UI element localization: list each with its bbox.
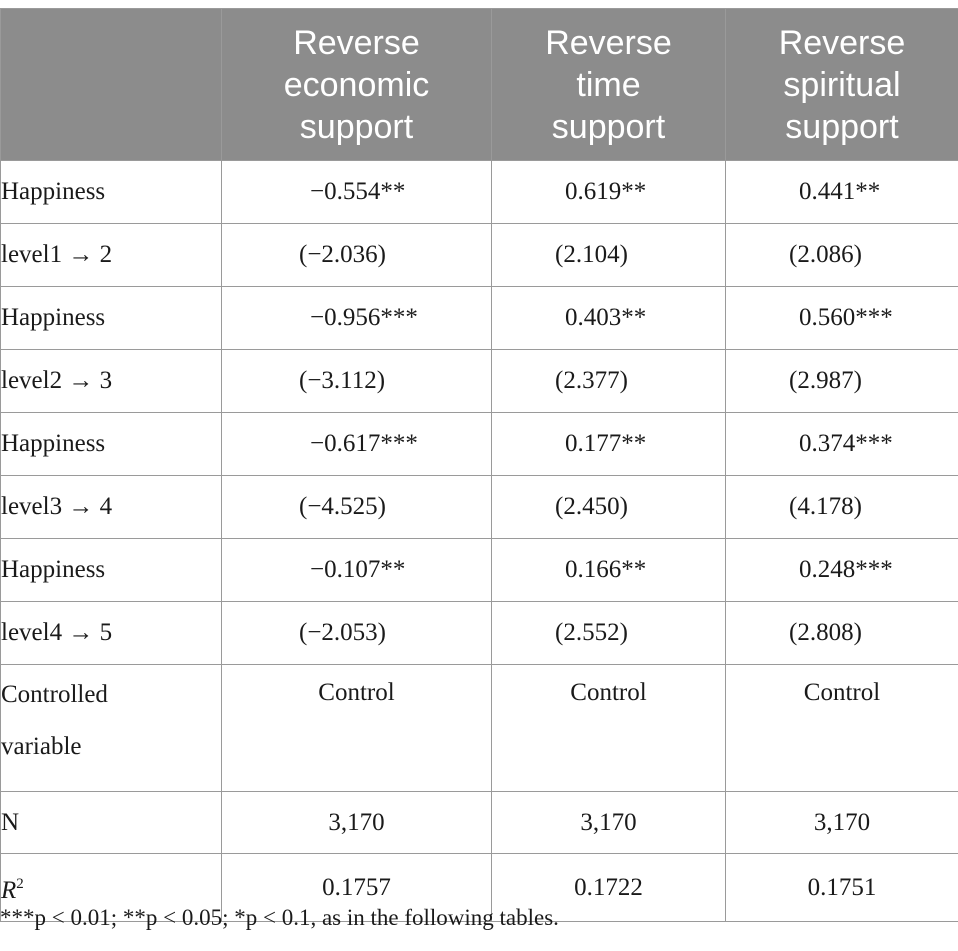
header-economic-support: Reverse economic support [222,9,492,161]
n-cell: 3,170 [222,792,492,854]
r2-superscript: 2 [16,876,24,892]
coef-cell: 0.619** [492,161,726,224]
row-label-line1: Happiness [1,413,222,476]
tstat-cell: (−2.036) [222,224,492,287]
table-row [1,413,958,476]
table-row [1,350,958,413]
n-label: N [1,792,222,854]
coef-cell: 0.374*** [726,413,958,476]
coef-cell: −0.554** [222,161,492,224]
regression-table [0,8,958,922]
coef-cell: 0.177** [492,413,726,476]
controlled-variable-label [1,665,222,792]
tstat-cell: (2.808) [726,602,958,665]
coef-cell: −0.956*** [222,287,492,350]
tstat-cell: (4.178) [726,476,958,539]
r2-symbol: R [1,877,17,904]
row-label-line2: level1 → 2 [1,224,222,287]
control-cell: Control [222,665,492,792]
coef-cell: 0.166** [492,539,726,602]
tstat-cell: (2.987) [726,350,958,413]
controlled-label-line2: variable [1,733,82,760]
coef-cell: 0.248*** [726,539,958,602]
header-blank-cell [1,9,222,161]
row-label-line1: Happiness [1,539,222,602]
coef-cell: 0.441** [726,161,958,224]
table-row [1,287,958,350]
row-label-line1: Happiness [1,287,222,350]
header-spiritual-support: Reverse spiritual support [726,9,958,161]
r2-cell: 0.1751 [726,854,958,922]
tstat-cell: (2.377) [492,350,726,413]
table-row [1,539,958,602]
row-label-line1: Happiness [1,161,222,224]
coef-cell: −0.617*** [222,413,492,476]
tstat-cell: (−4.525) [222,476,492,539]
tstat-cell: (2.086) [726,224,958,287]
row-label-line2: level3 → 4 [1,476,222,539]
control-cell: Control [492,665,726,792]
coef-cell: −0.107** [222,539,492,602]
controlled-label-line1: Controlled [1,681,108,708]
row-label-line2: level4 → 5 [1,602,222,665]
coef-cell: 0.403** [492,287,726,350]
n-cell: 3,170 [726,792,958,854]
n-cell: 3,170 [492,792,726,854]
table-footnote: ***p < 0.01; **p < 0.05; *p < 0.1, as in the following tables. [0,905,559,930]
table-row [1,224,958,287]
row-label-line2: level2 → 3 [1,350,222,413]
r2-cell: 0.1722 [492,854,726,922]
r2-cell: 0.1757 [222,854,492,922]
n-row [1,792,958,854]
tstat-cell: (−2.053) [222,602,492,665]
tstat-cell: (2.450) [492,476,726,539]
header-row [1,9,958,161]
control-cell: Control [726,665,958,792]
header-time-support: Reverse time support [492,9,726,161]
controlled-variable-row [1,665,958,792]
table-row [1,602,958,665]
coef-cell: 0.560*** [726,287,958,350]
table-row [1,476,958,539]
tstat-cell: (2.104) [492,224,726,287]
tstat-cell: (−3.112) [222,350,492,413]
table-row [1,161,958,224]
tstat-cell: (2.552) [492,602,726,665]
